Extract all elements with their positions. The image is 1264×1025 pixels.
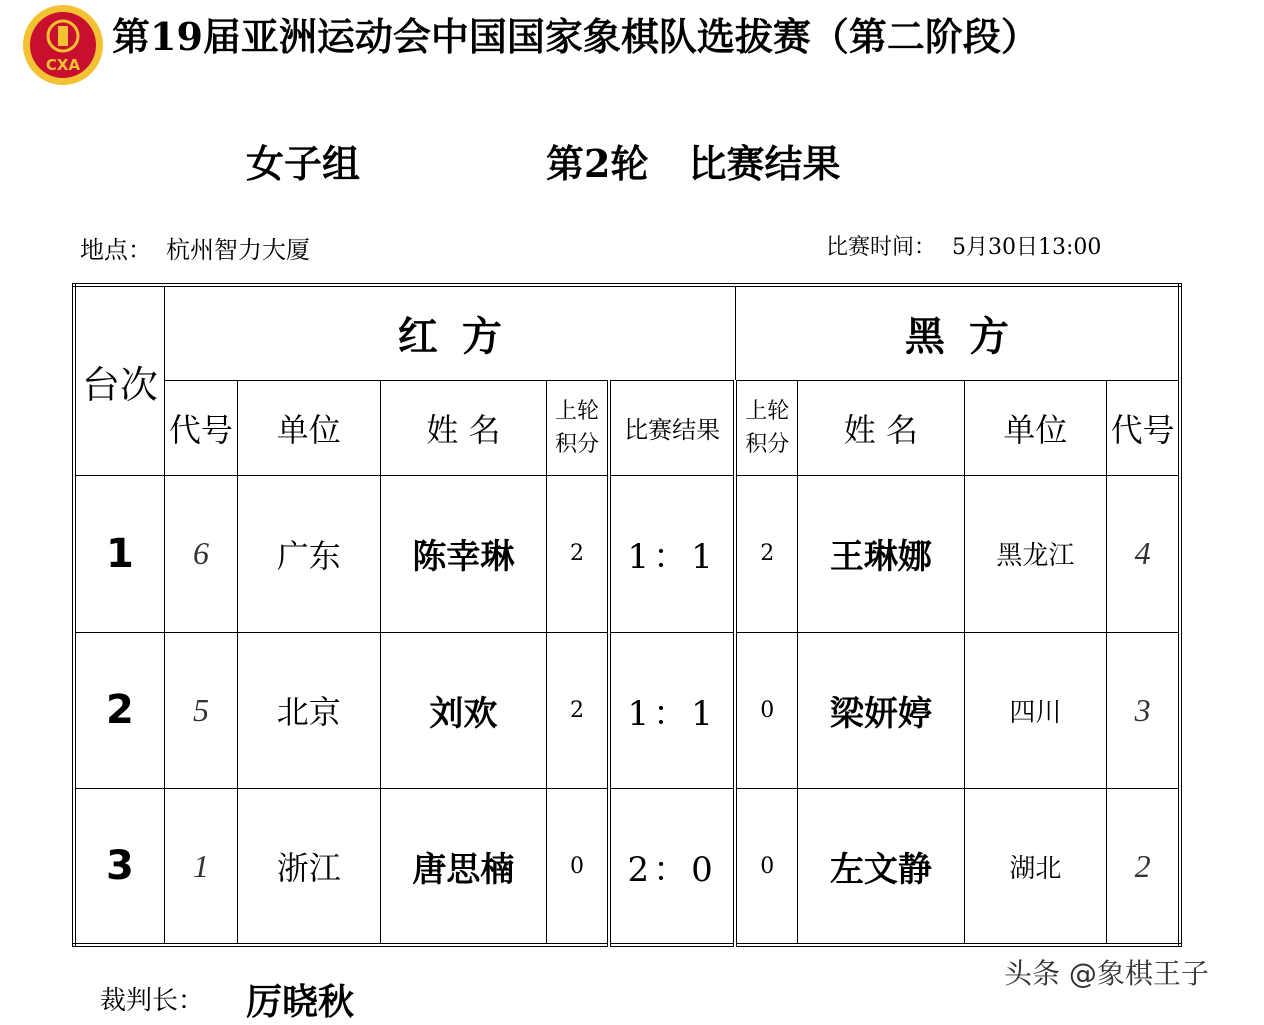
match-result: 2：0	[609, 789, 735, 946]
black-prev-points: 0	[735, 632, 797, 788]
page-title: 第19届亚洲运动会中国国家象棋队选拔赛（第二阶段）	[112, 14, 1039, 59]
venue-line	[80, 230, 310, 265]
time-label: 比赛时间：	[826, 235, 937, 260]
match-result: 1：1	[609, 632, 735, 788]
black-player-name: 梁妍婷	[798, 632, 965, 788]
result-header: 比赛结果	[609, 380, 735, 475]
black-prev-points-header: 上轮 积分	[735, 380, 797, 475]
black-unit: 黑龙江	[964, 476, 1107, 632]
red-prev-points: 0	[547, 789, 609, 946]
black-code: 4	[1107, 476, 1180, 632]
black-unit-header: 单位	[964, 380, 1107, 475]
black-code: 2	[1107, 789, 1180, 946]
board-number: 2	[74, 632, 164, 788]
red-player-name: 刘欢	[380, 632, 547, 788]
black-code: 3	[1107, 632, 1180, 788]
table-row	[74, 789, 1180, 946]
result-title: 比赛结果	[688, 141, 841, 186]
red-unit: 北京	[238, 632, 381, 788]
black-unit: 湖北	[964, 789, 1107, 946]
venue-value: 杭州智力大厦	[166, 236, 310, 264]
black-prev-points: 0	[735, 789, 797, 946]
black-prev-points: 2	[735, 476, 797, 632]
black-unit: 四川	[964, 632, 1107, 788]
svg-text:CXA: CXA	[45, 56, 81, 74]
red-player-name: 唐思楠	[380, 789, 547, 946]
black-player-name: 王琳娜	[798, 476, 965, 632]
group-title: 女子组	[246, 141, 361, 186]
black-player-name: 左文静	[798, 789, 965, 946]
red-prev-points: 2	[547, 632, 609, 788]
board-number: 1	[74, 476, 164, 632]
red-prev-points-header: 上轮 积分	[547, 380, 609, 475]
round-number: 第2轮	[546, 141, 649, 186]
match-result: 1：1	[609, 476, 735, 632]
time-line	[826, 230, 1101, 261]
black-side-header: 黑方	[735, 285, 1180, 380]
red-unit-header: 单位	[238, 380, 381, 475]
black-name-header: 姓 名	[798, 380, 965, 475]
round-title	[546, 133, 840, 188]
referee-name: 厉晓秋	[246, 981, 355, 1023]
watermark: 头条 @象棋王子	[1004, 957, 1209, 990]
red-unit: 浙江	[238, 789, 381, 946]
red-side-header: 红方	[164, 285, 735, 380]
table-row	[74, 632, 1180, 788]
referee-label: 裁判长：	[100, 986, 205, 1016]
cxa-logo	[22, 4, 104, 86]
red-player-name: 陈幸琳	[380, 476, 547, 632]
board-header: 台次	[74, 285, 164, 476]
red-code: 5	[164, 632, 237, 788]
board-number: 3	[74, 789, 164, 946]
black-code-header: 代号	[1107, 380, 1180, 475]
table-row	[74, 476, 1180, 632]
red-name-header: 姓 名	[380, 380, 547, 475]
red-code: 6	[164, 476, 237, 632]
red-code-header: 代号	[164, 380, 237, 475]
red-prev-points: 2	[547, 476, 609, 632]
venue-label: 地点：	[80, 236, 152, 264]
results-table	[72, 283, 1182, 947]
time-value: 5月30日13:00	[952, 235, 1102, 260]
red-unit: 广东	[238, 476, 381, 632]
red-code: 1	[164, 789, 237, 946]
